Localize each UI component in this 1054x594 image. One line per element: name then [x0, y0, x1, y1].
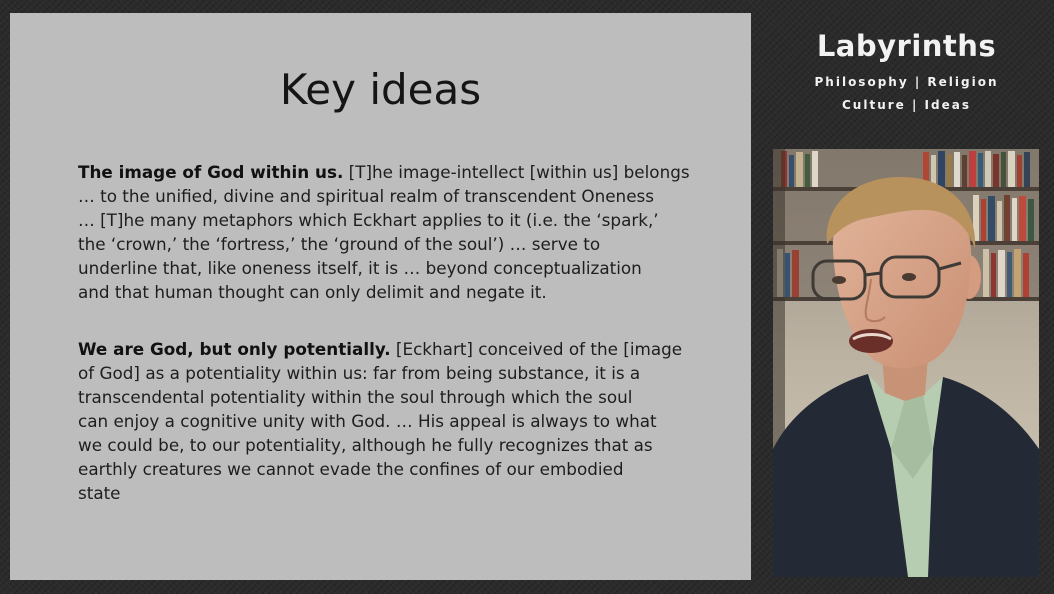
paragraph-line: we could be, to our potentiality, although he fully recognizes that as	[78, 435, 653, 455]
paragraph-line: … [T]he many metaphors which Eckhart applies to it (i.e. the ‘spark,’	[78, 210, 659, 230]
slide-paragraph-image-of-god	[78, 160, 708, 304]
presentation-slide	[10, 13, 751, 580]
paragraph-text: [Eckhart] conceived of the [image	[390, 339, 683, 359]
paragraph-line: and that human thought can only delimit and negate it.	[78, 282, 547, 302]
paragraph-line: of God] as a potentiality within us: far from being substance, it is a	[78, 363, 641, 383]
paragraph-lead: We are God, but only potentially.	[78, 339, 391, 359]
channel-subtitle-line-2: Culture | Ideas	[842, 98, 971, 112]
paragraph-line	[78, 160, 708, 184]
paragraph-line: … to the unified, divine and spiritual realm of transcendent Oneness	[78, 186, 655, 206]
paragraph-lead: The image of God within us.	[78, 162, 344, 182]
paragraph-line: transcendental potentiality within the soul through which the soul	[78, 387, 633, 407]
paragraph-line	[78, 337, 708, 361]
presenter-video-frame	[773, 149, 1039, 577]
presenter-webcam-video	[773, 149, 1039, 577]
slide-title: Key ideas	[279, 65, 482, 114]
paragraph-line: the ‘crown,’ the ‘fortress,’ the ‘ground of the soul’) … serve to	[78, 234, 601, 254]
slide-paragraph-god-potentially	[78, 337, 708, 505]
paragraph-text: [T]he image-intellect [within us] belongs	[343, 162, 690, 182]
paragraph-line: underline that, like oneness itself, it is … beyond conceptualization	[78, 258, 642, 278]
channel-title: Labyrinths	[816, 29, 997, 63]
channel-subtitle-line-1: Philosophy | Religion	[814, 75, 999, 89]
paragraph-line: state	[78, 483, 121, 503]
paragraph-line: can enjoy a cognitive unity with God. … His appeal is always to what	[78, 411, 657, 431]
channel-branding	[780, 28, 1033, 117]
paragraph-line: earthly creatures we cannot evade the confines of our embodied	[78, 459, 624, 479]
